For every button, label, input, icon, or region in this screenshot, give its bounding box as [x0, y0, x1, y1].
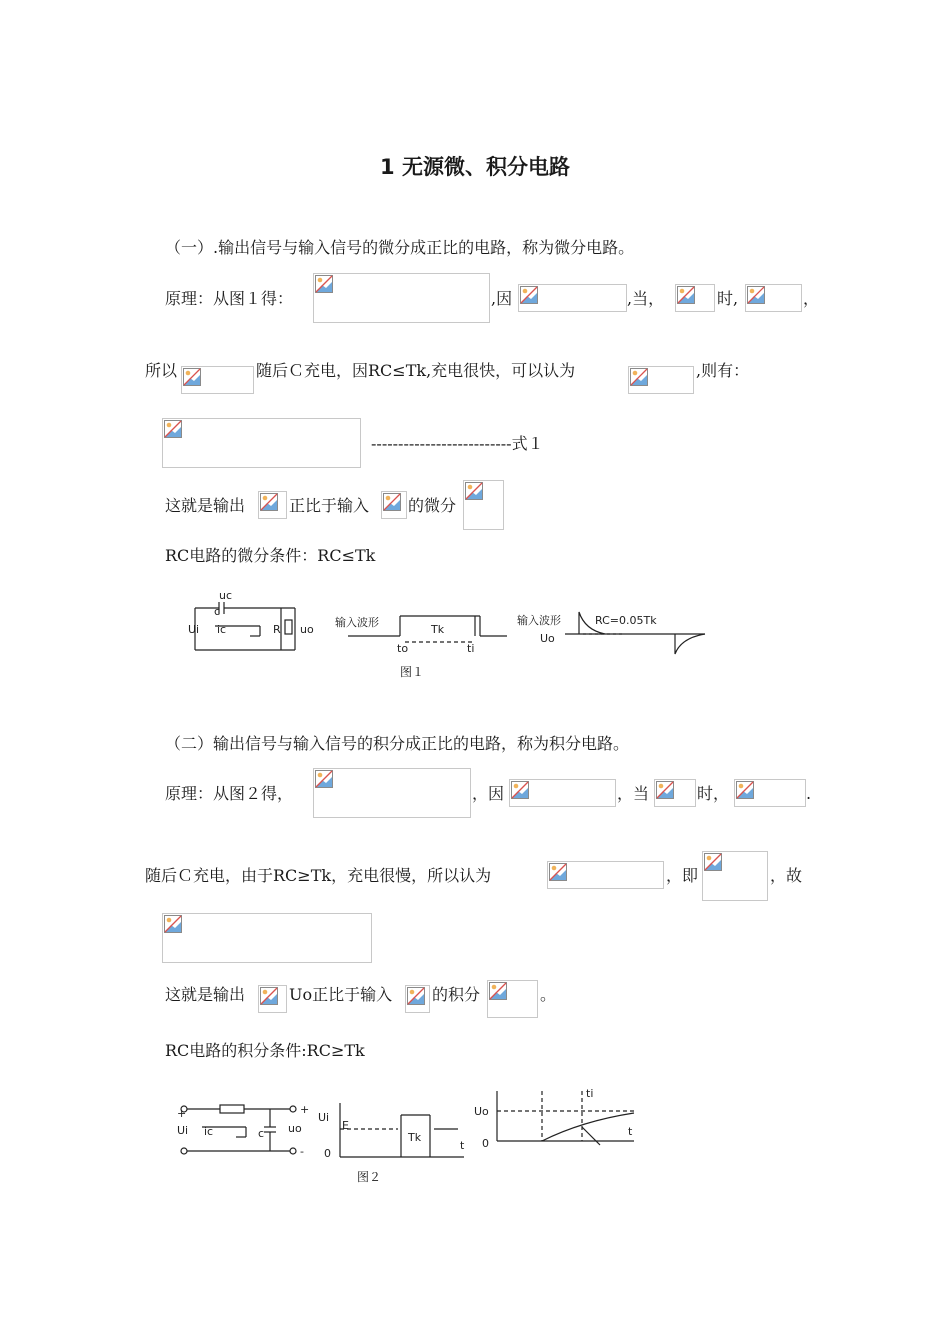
s2-line4-text-c: 的积分 [432, 985, 481, 1004]
formula-image [463, 480, 504, 530]
s1-line4-text-c: 的微分 [408, 496, 457, 515]
s2-line1-text-c: ，当 [617, 784, 650, 803]
page-title: 1 无源微、积分电路 [380, 155, 570, 179]
s2-line4-text-d: 。 [540, 985, 557, 1004]
s2-line2-text-a: 随后Ｃ充电，由于RC≥Tk，充电很慢，所以认为 [145, 866, 492, 885]
fig2-zero-label: 0 [324, 1147, 331, 1160]
fig1-c-label: c [214, 605, 221, 618]
s1-line1-text-b: ,因 [491, 289, 513, 308]
formula-image [181, 366, 254, 394]
formula-image [654, 779, 696, 807]
s2-line4-text-a: 这就是输出 [165, 985, 246, 1004]
broken-image-icon [510, 780, 530, 800]
figure2-diagram [172, 1085, 642, 1165]
fig1-rc-label: RC=0.05Tk [595, 614, 657, 627]
fig2-ic-label: ic [204, 1125, 214, 1138]
s1-line2-text-b: 随后Ｃ充电，因RC≤Tk,充电很快，可以认为 [256, 361, 576, 380]
broken-image-icon [548, 862, 568, 882]
fig2-minus-label: - [300, 1145, 304, 1158]
fig1-ui-label: Ui [188, 623, 200, 636]
formula-image [675, 284, 715, 312]
fig2-plus2-label: + [300, 1103, 310, 1116]
fig2-ui2-label: Ui [318, 1111, 330, 1124]
fig2-e-label: E [342, 1119, 349, 1132]
formula-image [381, 491, 407, 519]
fig2-uo2-label: Uo [474, 1105, 489, 1118]
fig2-t2-label: t [628, 1125, 633, 1138]
s1-line2-text-a: 所以 [145, 361, 178, 380]
broken-image-icon [382, 492, 402, 512]
equation-label: --------------------------式１ [371, 434, 544, 453]
broken-image-icon [406, 986, 426, 1006]
s1-line1-text-e: ， [803, 289, 820, 308]
section1-heading: （一）.输出信号与输入信号的微分成正比的电路，称为微分电路。 [165, 238, 635, 257]
fig1-input-wave-label: 输入波形 [335, 616, 379, 629]
broken-image-icon [314, 274, 334, 294]
fig1-r-label: R [273, 623, 281, 636]
s2-line2-text-c: ，故 [770, 866, 803, 885]
fig1-uo-label: uo [300, 623, 314, 636]
formula-image [313, 768, 471, 818]
s2-line1-text-b: ，因 [472, 784, 505, 803]
fig2-tk-label: Tk [408, 1131, 422, 1144]
s1-line4-text-a: 这就是输出 [165, 496, 246, 515]
broken-image-icon [629, 367, 649, 387]
s1-condition: RC电路的微分条件：RC≤Tk [165, 546, 376, 565]
figure1-caption: 图１ [400, 665, 425, 679]
equation-image [162, 418, 361, 468]
fig1-input-wave2-label: 输入波形 [517, 614, 561, 627]
broken-image-icon [314, 769, 334, 789]
fig2-ti-label: ti [586, 1087, 594, 1100]
fig1-uo2-label: Uo [540, 632, 555, 645]
s1-line1-text-c: ,当， [627, 289, 665, 308]
s1-line4-text-b: 正比于输入 [289, 496, 370, 515]
formula-image [734, 779, 806, 807]
s2-line1-text-d: 时， [697, 784, 730, 803]
broken-image-icon [703, 852, 723, 872]
fig2-uo-label: uo [288, 1122, 302, 1135]
broken-image-icon [163, 419, 183, 439]
broken-image-icon [163, 914, 183, 934]
broken-image-icon [676, 285, 696, 305]
fig1-uc-label: uc [219, 590, 233, 602]
formula-image [313, 273, 490, 323]
broken-image-icon [655, 780, 675, 800]
fig2-zero2-label: 0 [482, 1137, 489, 1150]
formula-image [702, 851, 768, 901]
formula-image [547, 861, 664, 889]
formula-image [258, 491, 287, 519]
figure2-caption: 图２ [357, 1170, 382, 1184]
broken-image-icon [182, 367, 202, 387]
broken-image-icon [488, 981, 508, 1001]
broken-image-icon [259, 986, 279, 1006]
section2-heading: （二）输出信号与输入信号的积分成正比的电路，称为积分电路。 [165, 734, 630, 753]
s2-line1-text-e: . [806, 784, 812, 803]
s1-line1-text-a: 原理：从图１得： [165, 289, 294, 308]
broken-image-icon [746, 285, 766, 305]
broken-image-icon [519, 285, 539, 305]
fig2-plus1-label: + [177, 1107, 187, 1120]
formula-image [745, 284, 802, 312]
fig2-ui-label: Ui [177, 1124, 189, 1137]
formula-image [518, 284, 627, 312]
broken-image-icon [464, 481, 484, 501]
formula-image [628, 366, 694, 394]
s2-line1-text-a: 原理：从图２得， [165, 784, 294, 803]
s2-line2-text-b: ，即 [666, 866, 699, 885]
s1-line2-text-c: ,则有： [696, 361, 750, 380]
fig1-to-label: to [397, 642, 409, 655]
s2-condition: RC电路的积分条件:RC≥Tk [165, 1041, 365, 1060]
fig1-ic-label: ic [217, 623, 227, 636]
formula-image [258, 985, 287, 1013]
equation-image [162, 913, 372, 963]
s1-line1-text-d: 时, [717, 289, 739, 308]
fig1-ti-label: ti [467, 642, 475, 655]
broken-image-icon [259, 492, 279, 512]
s2-line4-text-b: Uo正比于输入 [289, 985, 393, 1004]
fig2-c-label: c [258, 1127, 265, 1140]
figure1-diagram [185, 590, 715, 660]
fig2-t-label: t [460, 1139, 465, 1152]
broken-image-icon [735, 780, 755, 800]
formula-image [487, 980, 538, 1018]
formula-image [509, 779, 616, 807]
formula-image [405, 985, 430, 1013]
fig1-tk-label: Tk [431, 623, 445, 636]
